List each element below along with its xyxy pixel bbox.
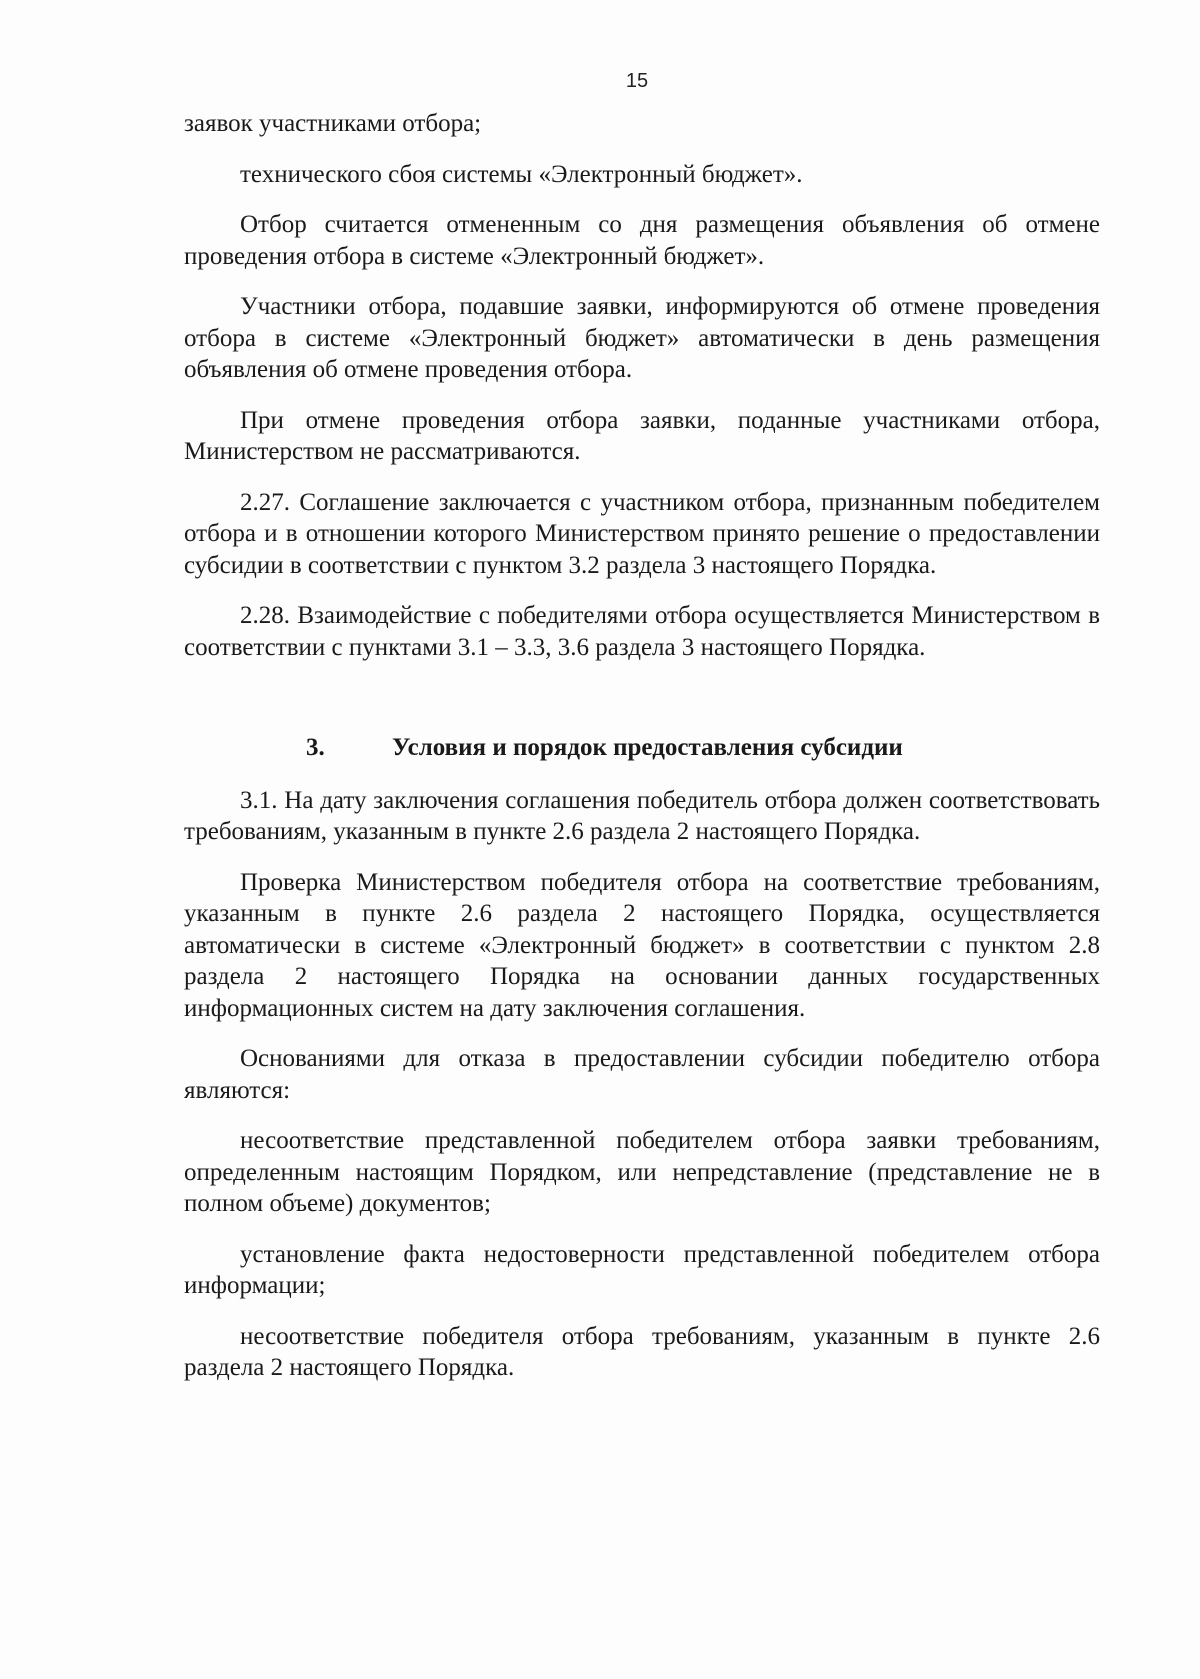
section-title: Условия и порядок предоставления субсидии bbox=[392, 734, 903, 761]
page-number: 15 bbox=[625, 70, 649, 92]
list-item: несоответствие победителя отбора требованиям, указанным в пункте 2.6 раздела 2 настоящего Порядка. bbox=[184, 1322, 1100, 1381]
paragraph: Основаниями для отказа в предоставлении субсидии победителю отбора являются: bbox=[184, 1045, 1100, 1104]
paragraph: При отмене проведения отбора заявки, поданные участниками отбора, Министерством не рассматриваются. bbox=[184, 406, 1100, 465]
paragraph: Отбор считается отмененным со дня размещения объявления об отмене проведения отбора в системе «Электронный бюджет». bbox=[184, 211, 1100, 270]
paragraph-clause-2-28: 2.28. Взаимодействие с победителями отбора осуществляется Министерством в соответствии с пунктами 3.1 – 3.3, 3.6 раздела 3 настоящего Порядка. bbox=[184, 602, 1100, 661]
paragraph: заявок участниками отбора; bbox=[184, 110, 482, 137]
paragraph: Участники отбора, подавшие заявки, информируются об отмене проведения отбора в системе «Электронный бюджет» автоматически в день размещения объявления об отмене проведения отбора. bbox=[184, 293, 1100, 383]
paragraph-clause-2-27: 2.27. Соглашение заключается с участником отбора, признанным победителем отбора и в отношении которого Министерством принято решение о предоставлении субсидии в соответствии с пунктом 3.2 раздела 3 настоящего Порядка. bbox=[184, 488, 1100, 579]
list-item: несоответствие представленной победителем отбора заявки требованиям, определенным настоящим Порядком, или непредставление (представление не в полном объеме) документов; bbox=[184, 1127, 1100, 1217]
document-body bbox=[184, 108, 1100, 1403]
section-heading bbox=[184, 732, 1100, 764]
paragraph: технического сбоя системы «Электронный бюджет». bbox=[240, 160, 803, 188]
paragraph: Проверка Министерством победителя отбора на соответствие требованиям, указанным в пункте 2.6 раздела 2 настоящего Порядка, осуществляется автоматически в системе «Электронный бюджет» в соответствии с пунктом 2.8 раздела 2 настоящего Порядка на основании данных государственных информационных систем на дату заключения соглашения. bbox=[184, 868, 1100, 1022]
section-number: 3. bbox=[306, 734, 325, 761]
paragraph-clause-3-1: 3.1. На дату заключения соглашения победитель отбора должен соответствовать требованиям, указанным в пункте 2.6 раздела 2 настоящего Порядка. bbox=[184, 786, 1100, 845]
list-item: установление факта недостоверности представленной победителем отбора информации; bbox=[184, 1240, 1100, 1299]
